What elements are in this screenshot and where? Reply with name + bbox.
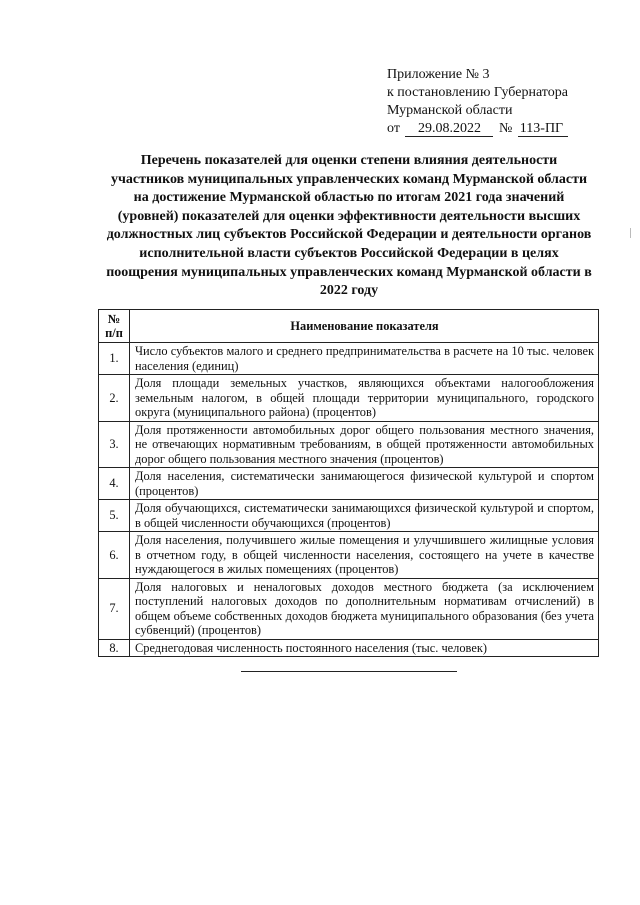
document-title: Перечень показателей для оценки степени влияния деятельности участников муниципальных управленческих команд Мурманской области на достижение Мурманской областью по итогам 2021 года значений (уровней) показателей для оценки эффективности деятельности высших должностных лиц субъектов Российской Федерации и деятельности органов исполнительной власти субъектов Российской Федерации в целях поощрения муниципальных управленческих команд Мурманской области в 2022 году (106, 153, 592, 299)
indicator-name: Доля площади земельных участков, являющихся объектами налогообложения земельным налогом, в общей площади территории муниципального, городского округа (муниципального района) (процентов) (130, 375, 599, 422)
indicator-name: Доля населения, систематически занимающегося физической культурой и спортом (процентов) (130, 468, 599, 500)
table-row (99, 500, 599, 532)
number-label: № (498, 121, 513, 136)
from-label: от (387, 121, 400, 136)
indicator-name: Доля обучающихся, систематически занимающихся физической культурой и спортом, в общей численности обучающихся (процентов) (130, 500, 599, 532)
table-row (99, 468, 599, 500)
indicator-name: Доля налоговых и неналоговых доходов местного бюджета (за исключением поступлений налоговых доходов по дополнительным нормативам отчислений) в общем объеме собственных доходов бюджета муниципального образования (без учета субвенций) (процентов) (130, 578, 599, 639)
row-number: 8. (99, 639, 130, 657)
row-number: 4. (99, 468, 130, 500)
header-number-abbr: п/п (105, 326, 123, 340)
row-number: 2. (99, 375, 130, 422)
header-indicator-name: Наименование показателя (130, 310, 599, 343)
appendix-block (387, 66, 570, 138)
row-number: 1. (99, 343, 130, 375)
table-row (99, 343, 599, 375)
indicator-name: Число субъектов малого и среднего предпринимательства в расчете на 10 тыс. человек населения (единиц) (130, 343, 599, 375)
table-row (99, 421, 599, 468)
row-number: 3. (99, 421, 130, 468)
indicators-table (98, 309, 599, 657)
indicator-name: Среднегодовая численность постоянного населения (тыс. человек) (130, 639, 599, 657)
row-number: 5. (99, 500, 130, 532)
indicator-name: Доля протяженности автомобильных дорог общего пользования местного значения, не отвечающих нормативным требованиям, в общей протяженности автомобильных дорог общего пользования местного значения (процентов) (130, 421, 599, 468)
decree-number: 113-ПГ (518, 121, 568, 137)
scan-edge-mark (630, 228, 631, 238)
table-row (99, 639, 599, 657)
appendix-number: Приложение № 3 (387, 67, 490, 82)
closing-line (241, 671, 457, 672)
appendix-date-line (387, 120, 570, 138)
table-row (99, 375, 599, 422)
header-number-sign: № (107, 312, 121, 326)
table-row (99, 532, 599, 579)
table-header-row (99, 310, 599, 343)
row-number: 7. (99, 578, 130, 639)
decree-date: 29.08.2022 (405, 121, 493, 137)
indicator-name: Доля населения, получившего жилые помещения и улучшившего жилищные условия в отчетном году, в общей численности населения, состоящего на учете в качестве нуждающегося в жилых помещениях (процентов) (130, 532, 599, 579)
header-number (99, 310, 130, 343)
appendix-reference: к постановлению Губернатора (387, 85, 568, 100)
appendix-region: Мурманской области (387, 103, 513, 118)
row-number: 6. (99, 532, 130, 579)
table-row (99, 578, 599, 639)
